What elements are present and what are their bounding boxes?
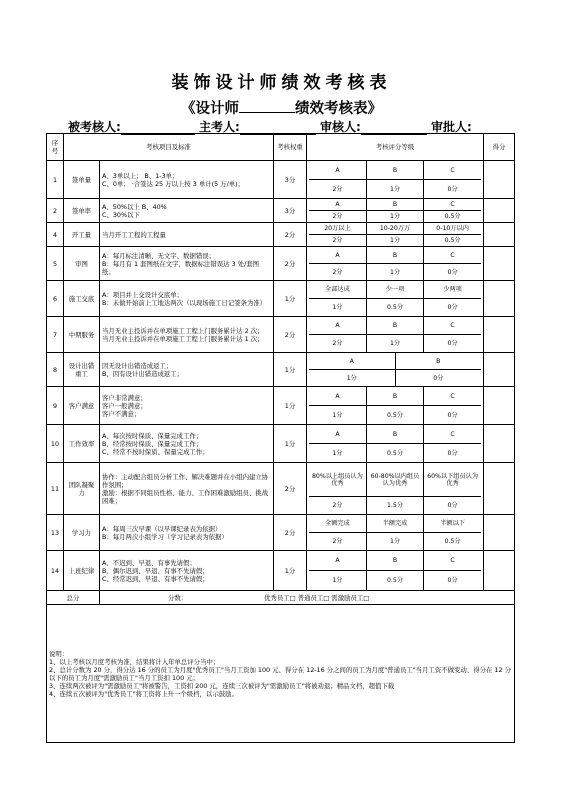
row-seq: 14 — [47, 551, 64, 591]
grade-level: B — [366, 317, 423, 335]
grade-level: 少一项 — [366, 281, 423, 299]
grade-points: 2分 — [309, 264, 366, 281]
summary-label: 总分 — [47, 591, 100, 605]
row-weight: 2分 — [274, 463, 307, 515]
grade-points: 1分 — [309, 406, 366, 425]
score-label: 分数： — [168, 593, 188, 602]
row-score-input[interactable] — [484, 425, 515, 463]
grade-points: 1分 — [366, 264, 423, 281]
row-weight: 1分 — [274, 425, 307, 463]
row-standard: A：每周三次早课（以早课纪录表为依据） B：每月两次小组学习（学习记录表为依据） — [100, 515, 274, 551]
notes-row — [47, 605, 515, 743]
summary-row — [47, 591, 515, 605]
row-weight: 1分 — [274, 353, 307, 387]
grade-points: 1分 — [366, 533, 423, 551]
grade-points: 0.5分 — [366, 299, 423, 317]
grade-level: 半额完成 — [366, 515, 423, 533]
row-seq: 13 — [47, 515, 64, 551]
row-score-input[interactable] — [484, 199, 515, 223]
row-seq: 5 — [47, 247, 64, 281]
row-seq: 1 — [47, 161, 64, 199]
header-item: 考核项目及标准 — [64, 134, 274, 161]
grade-subtable — [309, 387, 481, 424]
grade-points: 0.5分 — [366, 444, 423, 463]
row-score-input[interactable] — [484, 353, 515, 387]
row-score-input[interactable] — [484, 161, 515, 199]
grade-points: 1分 — [309, 571, 366, 591]
grade-points: 2分 — [309, 497, 366, 514]
grade-level: 全额完成 — [309, 515, 366, 533]
grade-points: 1分 — [309, 370, 395, 387]
grade-points: 0分 — [447, 304, 458, 311]
row-item-name: 设计出错重工 — [64, 353, 100, 387]
grade-points: 0.5分 — [444, 213, 461, 220]
row-seq: 7 — [47, 317, 64, 353]
document-title: 装饰设计师绩效考核表 — [171, 73, 392, 93]
header-grade: 考核评分等级 — [307, 134, 484, 161]
row-weight: 1分 — [274, 387, 307, 425]
row-standard: A：每月标注清晰、无文字、数据错误； B：每月有 1 套图纸在文字、数据标注错误达 3 处/套图纸； — [100, 247, 274, 281]
row-item-name: 学习力 — [64, 515, 100, 551]
table-row — [47, 281, 515, 317]
row-standard: 因无设计出错造成返工； B、因有设计出错造成返工； — [100, 353, 274, 387]
row-item-name: 签单率 — [64, 199, 100, 223]
row-score-input[interactable] — [484, 551, 515, 591]
grade-subtable — [309, 425, 481, 462]
row-weight: 1分 — [274, 551, 307, 591]
designer-blank[interactable] — [239, 100, 295, 113]
table-row — [47, 223, 515, 247]
grade-points: 1分 — [366, 211, 423, 223]
performance-table — [46, 133, 515, 743]
row-standard: 客户非常满意； 客户一般满意； 客户不满意； — [100, 387, 274, 425]
row-weight: 3分 — [274, 199, 307, 223]
grade-level: A — [309, 551, 366, 571]
table-row — [47, 463, 515, 515]
row-score-input[interactable] — [484, 281, 515, 317]
grade-level: B — [395, 353, 481, 370]
notes-line-4: 4、连续五次被评为"优秀员工"将工资将上升一个级档，以示鼓励。 — [49, 689, 238, 698]
row-item-name: 中期服务 — [64, 317, 100, 353]
grade-points: 0分 — [447, 449, 458, 457]
grade-subtable — [309, 281, 481, 316]
grade-points: 1分 — [366, 335, 423, 353]
notes-heading: 说明： — [49, 649, 69, 658]
row-item-name: 工作效率 — [64, 425, 100, 463]
grade-points: 0分 — [447, 577, 458, 584]
grade-subtable — [309, 317, 481, 352]
grade-level: 20万以上 — [309, 223, 366, 235]
grade-subtable — [309, 353, 481, 386]
grade-subtable — [309, 463, 481, 514]
row-score-input[interactable] — [484, 463, 515, 515]
grade-points: 0分 — [447, 340, 458, 347]
row-grade-grid — [307, 199, 484, 223]
grade-level: C — [424, 551, 481, 571]
row-item-name: 施工交底 — [64, 281, 100, 317]
grade-level: 80%以上组员认为优秀 — [309, 463, 366, 497]
row-item-name: 客户满意 — [64, 387, 100, 425]
grade-level: B — [366, 387, 423, 406]
grade-level: C — [424, 161, 481, 180]
grade-level: B — [366, 161, 423, 180]
row-item-name: 签单量 — [64, 161, 100, 199]
grade-subtable — [309, 515, 481, 550]
row-grade-grid — [307, 223, 484, 247]
grade-level: A — [309, 199, 366, 211]
grade-points: 1分 — [309, 299, 366, 317]
grade-level: B — [366, 551, 423, 571]
grade-level: 半额以下 — [424, 515, 481, 533]
row-standard: A、3单以上； B、1-3单； C、0单； ·合签达 25 万以上按 3 单计(5 万/单)； — [100, 161, 274, 199]
grade-level: A — [309, 317, 366, 335]
grade-subtable — [309, 223, 481, 246]
grade-level: C — [424, 317, 481, 335]
row-seq: 10 — [47, 425, 64, 463]
examinee-label: 被考核人: — [68, 120, 121, 134]
row-grade-grid — [307, 515, 484, 551]
grade-level: C — [424, 247, 481, 264]
table-row — [47, 387, 515, 425]
summary-content — [100, 591, 515, 605]
grade-subtable — [309, 199, 481, 222]
grade-points: 2分 — [309, 235, 366, 247]
notes-line-2: 2、总计分数为 20 分，得分达 16 分的员工为月度"优秀员工"当月工资加 100 元、得分在 12-16 分之间的员工为月度"普通员工"当月工资不做变动、得分在 12 分以下的员工为月度"需激励员工"当月工资扣 100 元； — [49, 665, 511, 682]
row-weight: 2分 — [274, 317, 307, 353]
grade-level: 10-20万万 — [366, 223, 423, 235]
row-grade-grid — [307, 387, 484, 425]
row-item-name: 上班纪律 — [64, 551, 100, 591]
row-score-input[interactable] — [484, 515, 515, 551]
row-standard: 协作：主动配合组员分析工作、解决难题并在小组内建立协作氛围； 激励：根据不同组员性格、能力、工作困难激励组员、挑战困难； — [100, 463, 274, 515]
grade-level: A — [309, 425, 366, 444]
row-seq: 11 — [47, 463, 64, 515]
grade-points: 2分 — [309, 211, 366, 223]
row-score-input[interactable] — [484, 247, 515, 281]
grade-level: B — [366, 425, 423, 444]
grade-level: C — [424, 199, 481, 211]
grade-points: 0分 — [447, 268, 458, 276]
approver-label: 审批人: — [431, 120, 472, 134]
row-seq: 6 — [47, 281, 64, 317]
row-grade-grid — [307, 281, 484, 317]
grade-checkboxes[interactable]: 优秀员工□ 普通员工□ 需激励员工□ — [264, 593, 370, 602]
grade-level: 少两项 — [424, 281, 481, 299]
grade-level: B — [366, 247, 423, 264]
row-grade-grid — [307, 247, 484, 281]
grade-points: 0.5分 — [366, 571, 423, 591]
grade-level: A — [309, 161, 366, 180]
row-weight: 2分 — [274, 247, 307, 281]
table-row — [47, 317, 515, 353]
row-grade-grid — [307, 425, 484, 463]
grade-points: 1分 — [309, 444, 366, 463]
subtitle-left: 《设计师 — [181, 101, 239, 117]
grade-points: 0分 — [447, 411, 458, 419]
table-row — [47, 515, 515, 551]
grade-points: 2分 — [309, 335, 366, 353]
row-grade-grid — [307, 463, 484, 515]
row-score-input[interactable] — [484, 223, 515, 247]
row-weight: 2分 — [274, 223, 307, 247]
grade-level: A — [309, 247, 366, 264]
row-score-input[interactable] — [484, 317, 515, 353]
row-standard: A、50%以上 B、40% C、30%以下 — [100, 199, 274, 223]
row-weight: 2分 — [274, 515, 307, 551]
row-score-input[interactable] — [484, 387, 515, 425]
notes-cell — [47, 605, 515, 743]
row-grade-grid — [307, 317, 484, 353]
grade-points: 0分 — [433, 374, 444, 382]
examiner-label: 主考人: — [199, 120, 240, 134]
row-seq: 2 — [47, 199, 64, 223]
row-item-name: 团队凝聚力 — [64, 463, 100, 515]
reviewer-label: 审核人: — [320, 120, 361, 134]
table-header-row — [47, 134, 515, 161]
notes-line-1: 1、以上考核以月度考核为准，结果将计入年单总评分当中； — [49, 657, 220, 666]
grade-subtable — [309, 161, 481, 198]
row-standard: A、不迟到、早退、有事先请假； B、偶尔迟到、早退、有事不先请假； C、经常迟到、早退、有事不先请假； — [100, 551, 274, 591]
row-standard: A：项目并上交设计交底单； B：未做开始前上工地达两次（以现场施工日记签条为准） — [100, 281, 274, 317]
table-row — [47, 247, 515, 281]
notes-line-3: 3、连续两次被评为"需激励员工"将被警告，工资扣 200 元，连续三次被评为"需激励员工"将被劝退；精品文档，超值下载 — [49, 681, 395, 690]
signature-row — [68, 118, 538, 134]
row-standard: 当月无业主投诉并在单项施工工程上门服务累计达 2 次； 当月无业主投诉并在单项施工工程上门服务累计达 1 次； — [100, 317, 274, 353]
grade-points: 1分 — [366, 235, 423, 247]
grade-points: 0.5分 — [444, 538, 461, 545]
grade-level: 60-80%以内组员认为优秀 — [366, 463, 423, 497]
row-weight: 1分 — [274, 281, 307, 317]
grade-level: 0-10万以内 — [424, 223, 481, 235]
row-seq: 4 — [47, 223, 64, 247]
row-standard: 当月开工工程的工程量 — [100, 223, 274, 247]
row-item-name: 审图 — [64, 247, 100, 281]
row-grade-grid — [307, 161, 484, 199]
grade-level: 60%以下组员认为优秀 — [424, 463, 481, 497]
grade-level: A — [309, 353, 395, 370]
grade-points: 0.5分 — [366, 406, 423, 425]
row-item-name: 开工量 — [64, 223, 100, 247]
table-row — [47, 551, 515, 591]
form-subtitle — [0, 97, 563, 118]
table-row — [47, 353, 515, 387]
subtitle-right: 绩效考核表》 — [295, 101, 382, 117]
row-seq: 9 — [47, 387, 64, 425]
grade-points: 0分 — [447, 185, 458, 193]
grade-level: A — [309, 387, 366, 406]
header-score: 得分 — [484, 134, 515, 161]
grade-points: 0分 — [447, 502, 458, 510]
table-row — [47, 161, 515, 199]
row-standard: A、每次按时保质、保量完成工作； B、经常按时保质、保量完成工作； C、经常不按时保质、保量完成工作； — [100, 425, 274, 463]
grade-level: B — [366, 199, 423, 211]
table-row — [47, 199, 515, 223]
row-seq: 8 — [47, 353, 64, 387]
grade-points: 1分 — [366, 180, 423, 199]
grade-points: 2分 — [309, 180, 366, 199]
grade-points: 1.5分 — [366, 497, 423, 514]
grade-points: 2分 — [309, 533, 366, 551]
grade-subtable — [309, 247, 481, 280]
header-seq: 序号 — [47, 134, 64, 161]
grade-points: 0.5分 — [444, 237, 461, 244]
grade-level: C — [424, 387, 481, 406]
grade-level: C — [424, 425, 481, 444]
row-grade-grid — [307, 551, 484, 591]
grade-level: 全部达成 — [309, 281, 366, 299]
header-weight: 考核权重 — [274, 134, 307, 161]
table-row — [47, 425, 515, 463]
grade-subtable — [309, 551, 481, 590]
row-weight: 3分 — [274, 161, 307, 199]
row-grade-grid — [307, 353, 484, 387]
